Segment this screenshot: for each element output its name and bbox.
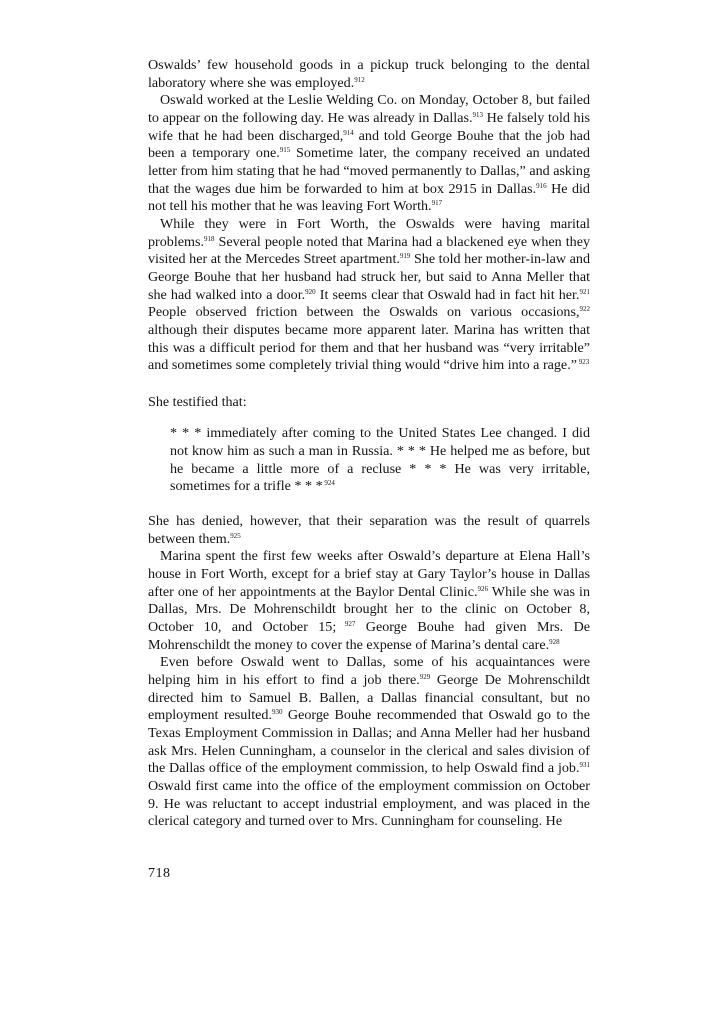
footnote-ref: 918 <box>203 234 215 243</box>
footnote-ref: 926 <box>477 584 488 593</box>
text-run: Oswalds’ few household goods in a pickup truck belonging to the dental laboratory where she was employed. <box>148 57 590 91</box>
text-run: She told her mother-in-law and George Bouhe that her husband had struck her, but said to Anna Meller that she had walked into a door. <box>148 251 590 303</box>
body-text <box>148 57 590 831</box>
footnote-ref: 928 <box>549 637 560 646</box>
footnote-ref: 916 <box>536 181 547 190</box>
text-run: While they were in Fort Worth, the Oswalds were having marital problems. <box>148 215 590 250</box>
footnote-ref: 923 <box>576 358 590 367</box>
paragraph <box>148 57 590 92</box>
footnote-ref: 920 <box>305 287 316 296</box>
text-run: although their disputes became more apparent later. Marina has written that this was a difficult period for them and that her husband was “very irritable” and sometimes some completely trivial thing would “drive him into a rage.” <box>148 321 590 374</box>
text-run: People observed friction between the Oswalds on various occasions, <box>148 304 580 321</box>
footnote-ref: 931 <box>579 761 590 770</box>
paragraph <box>148 92 590 216</box>
footnote-ref: 919 <box>399 252 411 261</box>
paragraph <box>148 513 590 548</box>
text-run: Marina spent the first few weeks after Oswald’s departure at Elena Hall’s house in Fort Worth, except for a brief stay at Gary Taylor’s house in Dallas after one of her appointments at the Baylor Dental Clinic. <box>148 548 590 600</box>
text-run: Several people noted that Marina had a blackened eye when they visited her at the Mercedes Street apartment. <box>148 233 590 268</box>
footnote-ref: 921 <box>579 287 590 296</box>
text-run: George De Mohrenschildt directed him to Samuel B. Ballen, a Dallas financial consultant, but no employment resulted. <box>148 672 590 724</box>
text-run: George Bouhe had given Mrs. De Mohrenschildt the money to cover the expense of Marina’s dental care. <box>148 619 590 653</box>
footnote-ref: 914 <box>343 128 354 137</box>
text-run: He falsely told his wife that he had been discharged, <box>148 109 591 144</box>
text-run: Even before Oswald went to Dallas, some of his acquaintances were helping him in his effort to find a job there. <box>148 654 590 688</box>
paragraph <box>148 216 590 375</box>
text-run: Oswald worked at the Leslie Welding Co. on Monday, October 8, but failed to appear on the following day. He was already in Dallas. <box>148 92 590 126</box>
footnote-ref: 922 <box>579 305 590 314</box>
footnote-ref: 917 <box>431 199 443 208</box>
footnote-ref: 924 <box>322 479 335 488</box>
text-run: She testified that: <box>148 393 247 410</box>
footnote-ref: 925 <box>230 531 241 540</box>
text-run: * * * immediately after coming to the United States Lee changed. I did not know him as such a man in Russia. * * * He helped me as before, but he became a little more of a recluse * * * He was very irritable, sometimes for a trifle * * * <box>170 425 590 495</box>
paragraph <box>148 654 590 831</box>
text-run: She has denied, however, that their separation was the result of quarrels between them. <box>148 513 590 547</box>
paragraph <box>148 548 590 654</box>
text-run: George Bouhe recommended that Oswald go to the Texas Employment Commission in Dallas; and Anna Meller had her husband ask Mrs. Helen Cunningham, a counselor in the clerical and sales division of the Dallas office of the employment commission, to help Oswald find a job. <box>148 707 590 777</box>
footnote-ref: 930 <box>272 708 283 717</box>
text-run: While she was in Dallas, Mrs. De Mohrenschildt brought her to the clinic on October 8, October 10, and October 15; <box>148 583 590 636</box>
text-run: Sometime later, the company received an undated letter from him stating that he had “moved permanently to Dallas,” and asking that the wages due him be forwarded to him at box 2915 in Dallas. <box>148 145 590 197</box>
paragraph <box>148 394 590 412</box>
text-run: Oswald first came into the office of the employment commission on October 9. He was reluctant to accept industrial employment, and was placed in the clerical category and turned over to Mrs. Cunningham for counseling. He <box>148 777 590 830</box>
footnote-ref: 915 <box>279 146 291 155</box>
text-run: and told George Bouhe that the job had been a temporary one. <box>148 127 590 162</box>
text-run: It seems clear that Oswald had in fact hit her. <box>315 286 580 303</box>
text-run: He did not tell his mother that he was leaving Fort Worth. <box>148 180 590 215</box>
footnote-ref: 912 <box>354 75 365 84</box>
page-number: 718 <box>148 866 171 881</box>
footnote-ref: 927 <box>336 620 356 629</box>
block-quote <box>170 425 590 496</box>
footnote-ref: 913 <box>472 110 483 119</box>
footnote-ref: 929 <box>419 673 431 681</box>
